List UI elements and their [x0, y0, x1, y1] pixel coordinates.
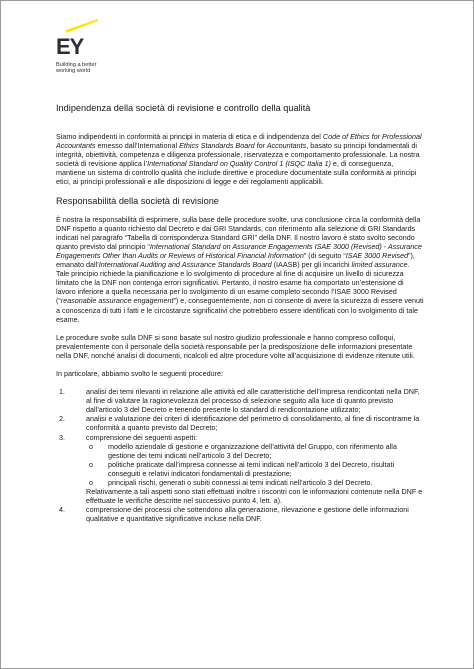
text-run: ” (di seguito “ [303, 250, 346, 260]
sub-item-text: principali rischi, generati o subiti connessi ai temi indicati nell’articolo 3 del Decreto. [108, 478, 373, 487]
italic-run: Code of Ethics for Professional Accountants [56, 132, 422, 151]
text-run: ”) e, conseguentemente, non ci consente di avere la sicurezza di essere venuti a conoscenza di tutti i fatti e le circostanze significativi che potrebbero essere identificati con lo svolgimento di tale esame. [56, 296, 424, 324]
paragraph-responsibility [56, 215, 424, 324]
text-run: Siamo indipendenti in conformità ai principi in materia di etica e di indipendenza del [56, 132, 323, 141]
heading-independence: Indipendenza della società di revisione e controllo della qualità [56, 103, 311, 113]
list-item [56, 433, 424, 506]
paragraph-procedures-intro: In particolare, abbiamo svolto le seguenti procedure: [56, 368, 224, 378]
list-item-text: analisi e valutazione dei criteri di identificazione del perimetro di consolidamento, al fine di riscontrarne la conformità a quanto previsto dal Decreto; [86, 414, 420, 433]
list-number: 1. [59, 387, 65, 397]
procedures-list [56, 387, 424, 523]
document-body [56, 103, 424, 523]
paragraph-procedures-basis: Le procedure svolte sulla DNF si sono basate sul nostro giudizio professionale e hanno compreso colloqui, prevalentemente con il personale della società responsabile per la predisposizione delle informazioni presentate nella DNF, nonché analisi di documenti, ricalcoli ed altre procedure volte all’acquisizione di evidenze ritenute utili. [56, 332, 415, 360]
sub-bullet: o [89, 441, 93, 451]
item3-followup: Relativamente a tali aspetti sono stati effettuati inoltre i riscontri con le informazioni contenute nella DNF e effettuate le verifiche descritte nel successivo punto 4, lett. a). [86, 487, 423, 506]
text-run: È nostra la responsabilità di esprimere, sulla base delle procedure svolte, una conclusione circa la conformità della DNF rispetto a quanto richiesto dal Decreto e dai GRI Standards, con riferimento alla selezione di GRI Standards indicati nel paragrafo “Tabella di corrispondenza Standard GRI” della DNF. Il nostro lavoro è stato svolto secondo quanto previsto dal principio “ [56, 214, 421, 251]
ey-logo [56, 15, 116, 77]
italic-run: International Auditing and Assurance Standards Board [98, 260, 272, 270]
list-item-text: analisi dei temi rilevanti in relazione alle attività ed alle caratteristiche dell’impresa rendicontati nella DNF, al fine di valutare la ragionevolezza del processo di selezione seguito alla luce di quanto previsto dall’articolo 3 del Decreto e tenendo presente lo standard di rendicontazione utilizzato; [86, 387, 420, 415]
list-number: 3. [59, 432, 65, 442]
text-run: e, di conseguenza, mantiene un sistema di controllo qualità che include direttive e procedure documentate sulla conformità ai principi etici, ai principi professionali e alle disposizioni di legge e dei regolamenti applicabili. [56, 159, 417, 187]
tagline-line-2: working world [56, 68, 91, 75]
text-run: , basato su principi fondamentali di integrità, obiettività, competenza e diligenza professionale, riservatezza e comportamento professionale. La nostra società di revisione applica l’ [56, 141, 420, 169]
sub-bullet: o [89, 478, 93, 487]
sub-item-text: modello aziendale di gestione e organizzazione dell’attività del Gruppo, con riferimento alla gestione dei temi indicati nell’articolo 3 del Decreto; [108, 441, 397, 460]
list-item [56, 387, 424, 414]
list-item [56, 414, 424, 432]
italic-run: ISAE 3000 Revised [345, 250, 409, 260]
sub-item-text: politiche praticate dall’impresa connesse ai temi indicati nell’articolo 3 del Decreto, risultati conseguiti e relativi indicatori fondamentali di prestazione; [108, 459, 395, 478]
sub-list-item [86, 478, 424, 487]
text-run: ”), emanato dall’ [56, 250, 415, 270]
sub-list-item [86, 460, 424, 478]
ey-tagline [56, 62, 96, 75]
text-run: emesso dall’International [95, 141, 180, 151]
text-run: . Tale principio richiede la pianificazione e lo svolgimento di procedure al fine di acquisire un livello di sicurezza limitato che la DNF non contenga errori significativi. Pertanto, il nostro esame ha comportato un’estensione di lavoro inferiore a quella necessaria per lo svolgimento di un esame completo secondo l’ISAE 3000 Revised (“ [56, 260, 410, 306]
heading-responsibility: Responsabilità della società di revisione [56, 195, 219, 206]
italic-run: International Standard on Quality Control 1 (ISQC Italia 1) [147, 159, 331, 169]
ey-logo-beam-icon [66, 19, 98, 33]
tagline-line-1: Building a better [56, 62, 97, 68]
ey-logo-letters: EY [56, 34, 84, 59]
italic-run: reasonable assurance engagement [60, 296, 174, 306]
italic-run: limited assurance [351, 260, 408, 270]
list-item [56, 505, 424, 523]
text-run: (IAASB) per gli incarichi [271, 260, 352, 270]
sub-list-item [86, 442, 424, 460]
list-number: 4. [59, 505, 65, 515]
sub-bullet: o [89, 459, 93, 469]
list-number: 2. [59, 414, 65, 424]
paragraph-independence [56, 132, 424, 187]
italic-run: International Standard on Assurance Engagements ISAE 3000 (Revised) - Assurance Engagements Other than Audits or Reviews of Historical Financial Information [56, 241, 422, 260]
list-item-text: comprensione dei seguenti aspetti: [86, 432, 198, 442]
list-item-text: comprensione dei processi che sottendono alla generazione, rilevazione e gestione delle informazioni qualitative e quantitative significative incluse nella DNF. [86, 505, 409, 524]
italic-run: Ethics Standards Board for Accountants [179, 141, 307, 151]
